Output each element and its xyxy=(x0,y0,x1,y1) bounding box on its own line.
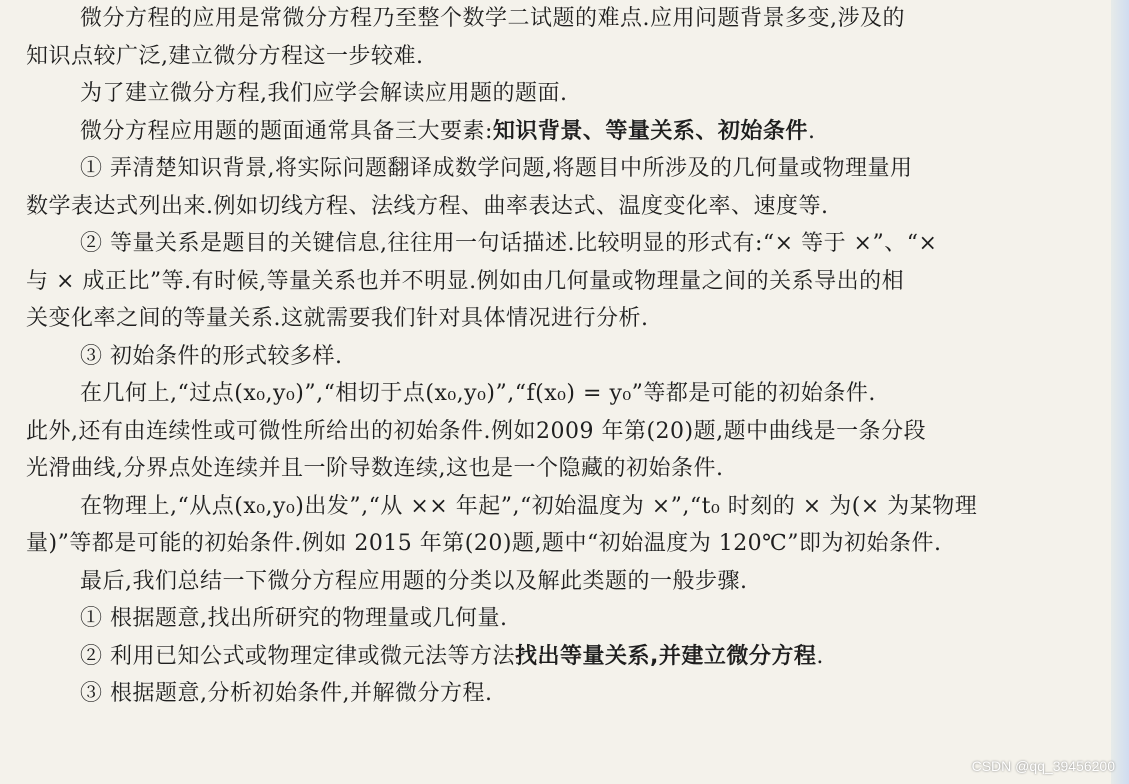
text-line xyxy=(26,413,1106,451)
text-line xyxy=(26,0,1106,38)
text-segment: 知识点较广泛,建立微分方程这一步较难. xyxy=(26,43,424,69)
text-segment: 最后,我们总结一下微分方程应用题的分类以及解此类题的一般步骤. xyxy=(80,568,748,594)
text-segment: . xyxy=(807,118,816,144)
text-line xyxy=(26,150,1106,188)
text-line xyxy=(26,525,1106,563)
text-line xyxy=(26,225,1106,263)
text-line xyxy=(26,675,1106,713)
text-segment: ① 弄清楚知识背景,将实际问题翻译成数学问题,将题目中所涉及的几何量或物理量用 xyxy=(80,156,913,181)
text-segment: . xyxy=(816,643,824,669)
page-edge xyxy=(1111,0,1129,784)
text-segment: 为了建立微分方程,我们应学会解读应用题的题面. xyxy=(80,81,568,106)
bold-text: 找出等量关系,并建立微分方程 xyxy=(515,643,817,669)
text-segment: 微分方程应用题的题面通常具备三大要素: xyxy=(80,118,493,144)
text-line xyxy=(26,38,1106,76)
text-line xyxy=(26,113,1106,151)
text-segment: 数学表达式列出来.例如切线方程、法线方程、曲率表达式、温度变化率、速度等. xyxy=(26,193,829,219)
text-line xyxy=(26,338,1106,376)
text-segment: ③ 根据题意,分析初始条件,并解微分方程. xyxy=(80,681,493,706)
text-segment: 在几何上,“过点(x₀,y₀)”,“相切于点(x₀,y₀)”,“f(x₀) = y₀”等都是可能的初始条件. xyxy=(80,381,876,406)
text-line xyxy=(26,450,1106,488)
text-line xyxy=(26,300,1106,338)
text-segment: 此外,还有由连续性或可微性所给出的初始条件.例如2009 年第(20)题,题中曲线是一条分段 xyxy=(26,418,927,444)
text-line xyxy=(26,263,1106,301)
text-line xyxy=(26,638,1106,676)
text-segment: ③ 初始条件的形式较多样. xyxy=(80,343,343,369)
watermark: CSDN @qq_39456200 xyxy=(971,758,1115,774)
text-line xyxy=(26,375,1106,413)
text-segment: 关变化率之间的等量关系.这就需要我们针对具体情况进行分析. xyxy=(26,306,649,331)
text-segment: 在物理上,“从点(x₀,y₀)出发”,“从 ×× 年起”,“初始温度为 ×”,“t₀ 时刻的 × 为(× 为某物理 xyxy=(80,493,978,519)
text-segment: 量)”等都是可能的初始条件.例如 2015 年第(20)题,题中“初始温度为 120℃”即为初始条件. xyxy=(26,531,942,556)
text-segment: 光滑曲线,分界点处连续并且一阶导数连续,这也是一个隐藏的初始条件. xyxy=(26,456,724,481)
text-line xyxy=(26,563,1106,601)
text-line xyxy=(26,188,1106,226)
text-line xyxy=(26,75,1106,113)
text-line xyxy=(26,600,1106,638)
page-text xyxy=(26,0,1106,713)
text-segment: 与 × 成正比”等.有时候,等量关系也并不明显.例如由几何量或物理量之间的关系导出的相 xyxy=(26,268,905,294)
text-segment: ② 等量关系是题目的关键信息,往往用一句话描述.比较明显的形式有:“× 等于 ×”、“× xyxy=(80,231,938,256)
text-segment: ① 根据题意,找出所研究的物理量或几何量. xyxy=(80,606,508,631)
bold-text: 知识背景、等量关系、初始条件 xyxy=(492,118,808,144)
text-segment: ② 利用已知公式或物理定律或微元法等方法 xyxy=(80,643,515,669)
text-segment: 微分方程的应用是常微分方程乃至整个数学二试题的难点.应用问题背景多变,涉及的 xyxy=(80,6,905,31)
text-line xyxy=(26,488,1106,526)
